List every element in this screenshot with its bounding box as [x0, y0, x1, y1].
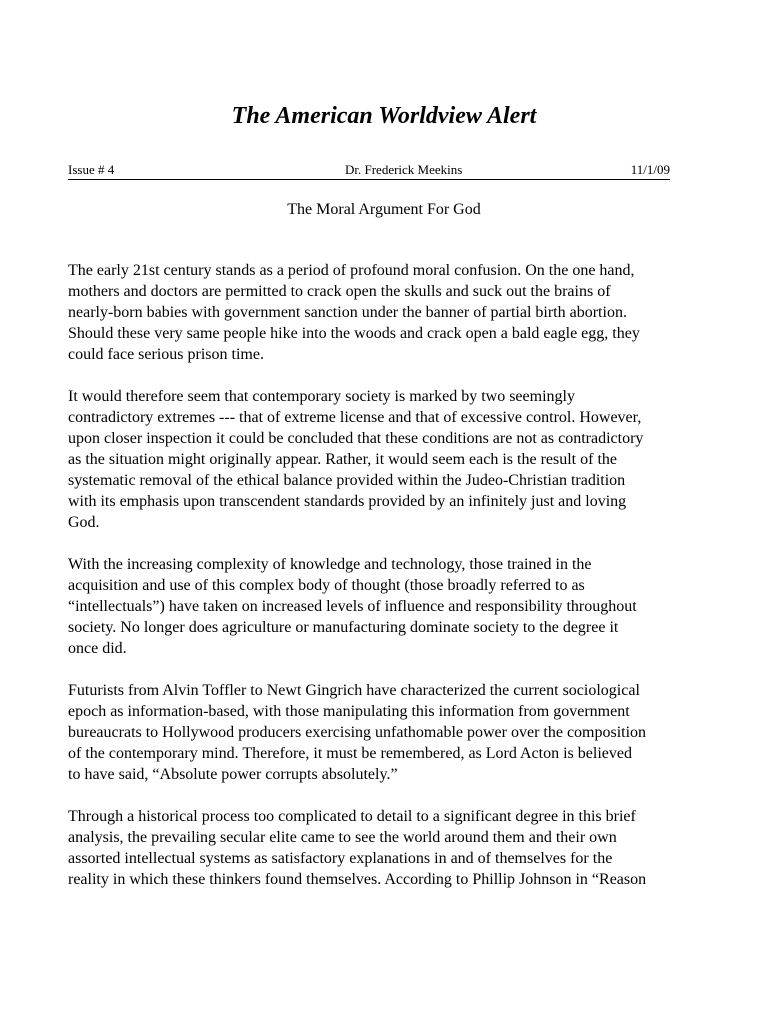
author-name: Dr. Frederick Meekins — [345, 162, 463, 177]
paragraph — [68, 386, 698, 533]
text-line: could face serious prison time. — [68, 346, 264, 363]
paragraph — [68, 554, 698, 659]
text-line: acquisition and use of this complex body of thought (those broadly referred to as — [68, 577, 585, 594]
text-line: “intellectuals”) have taken on increased levels of influence and responsibility throughout — [68, 598, 637, 615]
text-line: systematic removal of the ethical balance provided within the Judeo-Christian tradition — [68, 472, 626, 489]
text-line: Through a historical process too complicated to detail to a significant degree in this brief — [68, 808, 636, 825]
issue-number: Issue # 4 — [68, 162, 115, 177]
text-line: with its emphasis upon transcendent standards provided by an infinitely just and loving — [68, 493, 627, 510]
paragraph — [68, 806, 698, 890]
text-line: nearly-born babies with government sanction under the banner of partial birth abortion. — [68, 304, 627, 321]
text-line: assorted intellectual systems as satisfactory explanations in and of themselves for the — [68, 850, 613, 867]
article-body — [68, 260, 698, 911]
text-line: With the increasing complexity of knowledge and technology, those trained in the — [68, 556, 592, 573]
text-line: The early 21st century stands as a period of profound moral confusion. On the one hand, — [68, 262, 635, 279]
text-line: mothers and doctors are permitted to crack open the skulls and suck out the brains of — [68, 283, 611, 300]
text-line: once did. — [68, 640, 127, 657]
text-line: contradictory extremes --- that of extreme license and that of excessive control. However, — [68, 409, 642, 426]
text-line: Should these very same people hike into the woods and crack open a bald eagle egg, they — [68, 325, 640, 342]
text-line: Futurists from Alvin Toffler to Newt Gingrich have characterized the current sociological — [68, 682, 640, 699]
text-line: epoch as information-based, with those manipulating this information from government — [68, 703, 630, 720]
text-line: God. — [68, 514, 100, 531]
text-line: of the contemporary mind. Therefore, it must be remembered, as Lord Acton is believed — [68, 745, 632, 762]
text-line: society. No longer does agriculture or manufacturing dominate society to the degree it — [68, 619, 619, 636]
paragraph — [68, 680, 698, 785]
text-line: It would therefore seem that contemporary society is marked by two seemingly — [68, 388, 575, 405]
issue-header-row — [68, 161, 670, 180]
paragraph — [68, 260, 698, 365]
article-title: The Moral Argument For God — [287, 201, 481, 218]
newsletter-title: The American Worldview Alert — [231, 103, 537, 129]
text-line: as the situation might originally appear. Rather, it would seem each is the result of the — [68, 451, 617, 468]
text-line: to have said, “Absolute power corrupts absolutely.” — [68, 766, 398, 783]
text-line: bureaucrats to Hollywood producers exercising unfathomable power over the composition — [68, 724, 647, 741]
issue-date: 11/1/09 — [630, 162, 670, 177]
text-line: reality in which these thinkers found themselves. According to Phillip Johnson in “Reason — [68, 871, 647, 888]
text-line: upon closer inspection it could be concluded that these conditions are not as contradictory — [68, 430, 644, 447]
text-line: analysis, the prevailing secular elite came to see the world around them and their own — [68, 829, 617, 846]
